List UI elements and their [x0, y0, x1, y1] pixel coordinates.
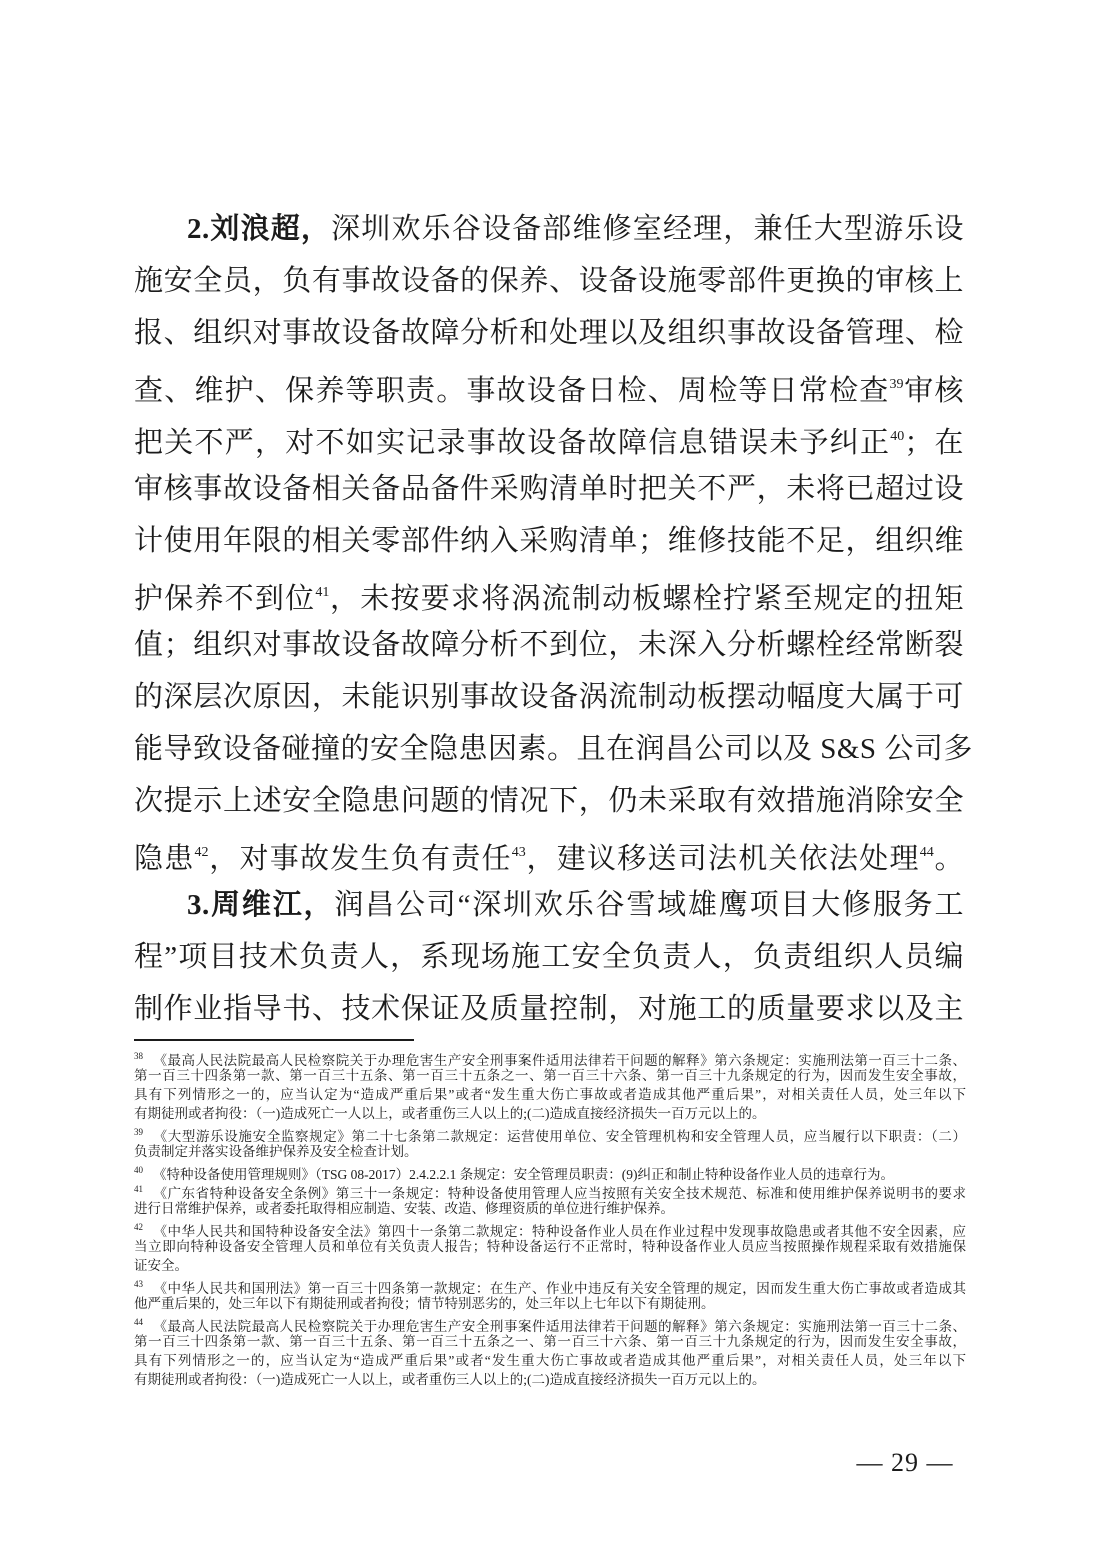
footnote-text: 有期徒刑或者拘役：（一)造成死亡一人以上，或者重伤三人以上的;(二)造成直接经济损失一百万元以上的。 — [134, 1372, 766, 1387]
body-text-segment: 能导致设备碰撞的安全隐患因素。且在润昌公司以及 S&S 公司多 — [134, 733, 973, 765]
footnote-text: 《中华人民共和国刑法》第一百三十四条第一款规定：在生产、作业中违反有关安全管理的规定，因而发生重大伤亡事故或者造成其 — [153, 1281, 966, 1296]
footnote-separator — [134, 1039, 414, 1041]
footnote-marker: 40 — [134, 1165, 143, 1175]
footnote-text: 《最高人民法院最高人民检察院关于办理危害生产安全刑事案件适用法律若干问题的解释》第六条规定：实施刑法第一百三十二条、 — [153, 1053, 966, 1068]
footnote-ref: 39 — [889, 377, 904, 392]
footnote-text: 负责制定并落实设备维护保养及安全检查计划。 — [134, 1144, 418, 1159]
body-line — [134, 879, 964, 931]
footnote-text: 当立即向特种设备安全管理人员和单位有关负责人报告；特种设备运行不正常时，特种设备作业人员应当按照操作规程采取有效措施保 — [134, 1239, 966, 1254]
body-text-segment: 的深层次原因，未能识别事故设备涡流制动板摆动幅度大属于可 — [134, 681, 964, 713]
footnote-marker: 39 — [134, 1127, 143, 1137]
body-text-segment: 制作业指导书、技术保证及质量控制，对施工的质量要求以及主 — [134, 993, 964, 1025]
footnote-ref: 42 — [194, 845, 209, 860]
body-line — [134, 775, 964, 827]
footnote-line — [134, 1161, 966, 1180]
footnote-text: 进行日常维护保养，或者委托取得相应制造、安装、改造、修理资质的单位进行维护保养。 — [134, 1201, 674, 1216]
body-text-segment: 次提示上述安全隐患问题的情况下，仍未采取有效措施消除安全 — [134, 785, 964, 817]
footnote-line — [134, 1294, 966, 1313]
body-line — [134, 723, 973, 775]
footnote-line — [134, 1275, 966, 1294]
footnote-text: 证安全。 — [134, 1258, 188, 1273]
body-line — [134, 515, 964, 567]
body-line — [134, 619, 964, 671]
body-text-segment: 3.周维江， — [187, 889, 335, 921]
footnote-text: 《最高人民法院最高人民检察院关于办理危害生产安全刑事案件适用法律若干问题的解释》第六条规定：实施刑法第一百三十二条、 — [153, 1319, 966, 1334]
body-text — [134, 203, 973, 1035]
footnote-text: 第一百三十四条第一款、第一百三十五条、第一百三十五条之一、第一百三十六条、第一百三十九条规定的行为，因而发生安全事故， — [134, 1068, 966, 1083]
footnote-line — [134, 1370, 966, 1389]
body-text-segment: 查、维护、保养等职责。事故设备日检、周检等日常检查 — [134, 375, 890, 407]
footnote-text: 他严重后果的，处三年以下有期徒刑或者拘役；情节特别恶劣的，处三年以上七年以下有期徒刑。 — [134, 1296, 715, 1311]
footnote-line — [134, 1351, 966, 1370]
footnote-line — [134, 1123, 966, 1142]
body-line — [134, 411, 964, 463]
footnote-text: 具有下列情形之一的，应当认定为“造成严重后果”或者“发生重大伤亡事故或者造成其他严重后果”，对相关责任人员，处三年以下 — [134, 1353, 966, 1368]
footnote-ref: 40 — [890, 429, 905, 444]
body-text-segment: ，对事故发生负有责任 — [208, 843, 512, 875]
body-text-segment: 护保养不到位 — [134, 583, 316, 615]
footnote-marker: 42 — [134, 1222, 143, 1232]
footnote-text: 《广东省特种设备安全条例》第三十一条规定：特种设备使用管理人应当按照有关安全技术规范、标准和使用维护保养说明书的要求 — [153, 1186, 966, 1201]
body-text-segment: ，建议移送司法机关依法处理 — [525, 843, 920, 875]
footnote-line — [134, 1218, 966, 1237]
footnote-line — [134, 1066, 966, 1085]
footnote-line — [134, 1256, 966, 1275]
footnote-marker: 43 — [134, 1279, 143, 1289]
body-line — [134, 463, 964, 515]
footnote-line — [134, 1237, 966, 1256]
body-line — [134, 931, 964, 983]
footnote-text: 有期徒刑或者拘役：（一)造成死亡一人以上，或者重伤三人以上的;(二)造成直接经济损失一百万元以上的。 — [134, 1106, 766, 1121]
footnote-text: 第一百三十四条第一款、第一百三十五条、第一百三十五条之一、第一百三十六条、第一百三十九条规定的行为，因而发生安全事故， — [134, 1334, 966, 1349]
footnote-ref: 43 — [511, 845, 526, 860]
footnote-marker: 38 — [134, 1051, 143, 1061]
body-line — [134, 827, 964, 879]
body-line — [134, 203, 964, 255]
footnote-line — [134, 1313, 966, 1332]
body-text-segment: 审核事故设备相关备品备件采购清单时把关不严，未将已超过设 — [134, 473, 964, 505]
body-text-segment: 审核 — [903, 375, 964, 407]
footnote-line — [134, 1104, 966, 1123]
body-line — [134, 359, 964, 411]
footnote-text: 《大型游乐设施安全监察规定》第二十七条第二款规定：运营使用单位、安全管理机构和安全管理人员，应当履行以下职责：（二） — [153, 1129, 966, 1144]
footnote-line — [134, 1180, 966, 1199]
body-text-segment: 深圳欢乐谷设备部维修室经理，兼任大型游乐设 — [331, 213, 964, 245]
footnote-marker: 44 — [134, 1317, 143, 1327]
body-text-segment: 2.刘浪超， — [187, 213, 332, 245]
body-text-segment: 值；组织对事故设备故障分析不到位，未深入分析螺栓经常断裂 — [134, 629, 964, 661]
body-text-segment: 把关不严，对不如实记录事故设备故障信息错误未予纠正 — [134, 427, 891, 459]
body-text-segment: ；在 — [904, 427, 964, 459]
body-text-segment: ，未按要求将涡流制动板螺栓拧紧至规定的扭矩 — [329, 583, 964, 615]
body-text-segment: 施安全员，负有事故设备的保养、设备设施零部件更换的审核上 — [134, 265, 964, 297]
body-line — [134, 567, 964, 619]
footnote-ref: 41 — [315, 585, 330, 600]
footnote-line — [134, 1085, 966, 1104]
footnote-line — [134, 1142, 966, 1161]
footnote-text: 《特种设备使用管理规则》（TSG 08-2017）2.4.2.2.1 条规定：安全管理员职责：(9)纠正和制止特种设备作业人员的违章行为。 — [153, 1167, 894, 1182]
body-line — [134, 671, 964, 723]
body-text-segment: 。 — [933, 843, 964, 875]
footnote-marker: 41 — [134, 1184, 143, 1194]
footnote-line — [134, 1199, 966, 1218]
footnote-line — [134, 1047, 966, 1066]
footnote-ref: 44 — [919, 845, 934, 860]
body-text-segment: 报、组织对事故设备故障分析和处理以及组织事故设备管理、检 — [134, 317, 964, 349]
body-line — [134, 307, 964, 359]
body-text-segment: 计使用年限的相关零部件纳入采购清单；维修技能不足，组织维 — [134, 525, 964, 557]
footnote-text: 《中华人民共和国特种设备安全法》第四十一条第二款规定：特种设备作业人员在作业过程中发现事故隐患或者其他不安全因素，应 — [153, 1224, 966, 1239]
body-line — [134, 983, 964, 1035]
body-text-segment: 润昌公司“深圳欢乐谷雪域雄鹰项目大修服务工 — [334, 889, 964, 921]
footnote-line — [134, 1332, 966, 1351]
page-number: — 29 — — [856, 1448, 954, 1477]
body-line — [134, 255, 964, 307]
footnotes — [134, 1047, 966, 1389]
footnote-text: 具有下列情形之一的，应当认定为“造成严重后果”或者“发生重大伤亡事故或者造成其他严重后果”，对相关责任人员，处三年以下 — [134, 1087, 966, 1102]
body-text-segment: 隐患 — [134, 843, 195, 875]
body-text-segment: 程”项目技术负责人，系现场施工安全负责人，负责组织人员编 — [134, 941, 964, 973]
